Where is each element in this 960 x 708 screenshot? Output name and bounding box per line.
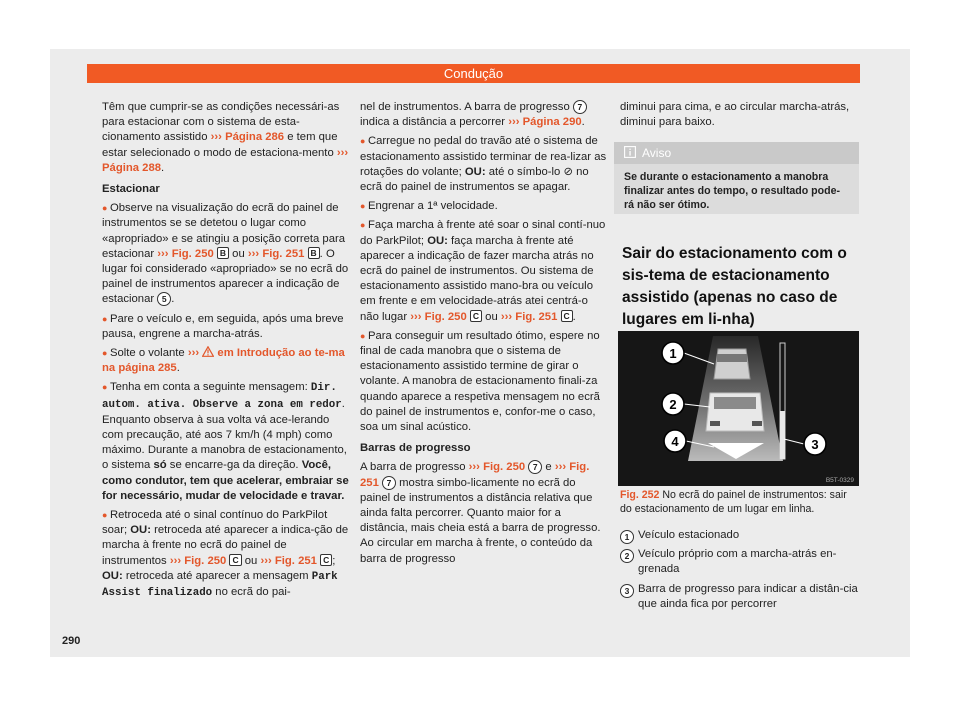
figure-link[interactable]: ››› Fig. 251 bbox=[247, 247, 305, 260]
page-link[interactable]: ››› Página 288 bbox=[102, 146, 349, 174]
list-item: ● Tenha em conta a seguinte mensagem: Dir. autom. ativa. Observe a zona em redor. Enquanto observa à sua volta vá ace-lerando com precaução, até aos 7 km/h (4 mph) como máximo. Durante a manobra de estacionamento, o sistema só se encarre-ga da direção. Você, como condutor, tem que acelerar, embraiar se for necessário, mudar de velocidade e travar. bbox=[102, 380, 350, 504]
callout-2 bbox=[662, 393, 684, 415]
list-item: ● Solte o volante ››› em Introdução ao te-ma na página 285. bbox=[102, 346, 350, 376]
list-item: ● Faça marcha à frente até soar o sinal contí-nuo do ParkPilot; OU: faça marcha à frente até aparecer a indicação de fazer marcha atrás no ecrã do painel de instrumentos. Ou sistema de estacionamento assistido mano-bra ou veículo em frente e em velocidade-atrás atei centrá-o não lugar ››› Fig. 250 C ou ››› Fig. 251 C . bbox=[360, 218, 608, 324]
list-item: ● Para conseguir um resultado ótimo, espere no final de cada manobra que o sistema de estacionamento assistido termine de girar o volante. A manobra de estacionamento finali-za quando aparece a respetiva mensagem no ecrã do painel de instrumentos e, confor-me o caso, soa um sinal acústico. bbox=[360, 329, 608, 435]
figure-link[interactable]: ››› Fig. 251 bbox=[500, 310, 558, 323]
svg-text:1: 1 bbox=[669, 346, 677, 361]
display-message: Dir. autom. ativa. Observe a zona em redor bbox=[102, 382, 342, 411]
intro-paragraph: Têm que cumprir-se as condições necessári-as para estacionar com o sistema de esta-cionamento assistido ››› Página 286 e tem que estar selecionado o modo de estaciona-mento ››› Página 288. bbox=[102, 101, 349, 174]
paragraph: diminui para cima, e ao circular marcha-atrás, diminui para baixo. bbox=[620, 101, 850, 129]
list-item: ● Pare o veículo e, em seguida, após uma breve pausa, engrene a marcha-atrás. bbox=[102, 312, 350, 342]
steering-symbol-icon: ⊘ bbox=[563, 165, 573, 178]
section-heading: Sair do estacionamento com o sis-tema de estacionamento assistido (apenas no caso de lugares em li-nha) bbox=[622, 245, 847, 328]
callout-number: 3 bbox=[620, 584, 634, 598]
callout-number: 1 bbox=[620, 530, 634, 544]
notice-box bbox=[614, 142, 859, 214]
figure-label-box: C bbox=[470, 310, 482, 322]
figure-label-box: B bbox=[308, 247, 320, 259]
intro-link[interactable]: em Introdução ao te-ma na página 285 bbox=[102, 347, 345, 375]
display-message: Park Assist finalizado bbox=[102, 570, 338, 600]
svg-text:4: 4 bbox=[671, 434, 679, 449]
figure-252 bbox=[618, 331, 859, 486]
callout-4 bbox=[664, 430, 686, 452]
list-item: ● Engrenar a 1ª velocidade. bbox=[360, 199, 608, 214]
list-item: ● Retroceda até o sinal contínuo do ParkPilot soar; OU: retroceda até aparecer a indica-ção de marcha à frente no ecrã do painel de instrumentos ››› Fig. 250 C ou ››› Fig. 251 C ; OU: retroceda até aparecer a mensagem Park Assist finalizado no ecrã do pai- bbox=[102, 508, 350, 601]
page-link[interactable]: ››› Página 286 bbox=[210, 131, 285, 144]
chapter-header: Condução bbox=[87, 64, 860, 83]
list-item: 1 Veículo estacionado bbox=[620, 528, 860, 543]
list-item: 3 Barra de progresso para indicar a distân-cia que ainda fica por percorrer bbox=[620, 582, 860, 612]
figure-legend bbox=[620, 528, 860, 616]
figure-label-box: C bbox=[229, 554, 241, 566]
subsection-title: Barras de progresso bbox=[360, 442, 471, 455]
figure-code: B5T-0329 bbox=[825, 477, 854, 484]
figure-caption bbox=[620, 489, 860, 516]
notice-header bbox=[614, 142, 859, 164]
warning-triangle-icon bbox=[202, 346, 214, 357]
list-item: ● Carregue no pedal do travão até o sistema de estacionamento assistido terminar de rea-lizar as rotações do volante; OU: até o símbo-lo ⊘ no ecrã do painel de instrumentos se apagar. bbox=[360, 134, 608, 195]
callout-number: 7 bbox=[382, 476, 396, 490]
column-3 bbox=[620, 100, 860, 134]
figure-link[interactable]: ››› Fig. 250 bbox=[468, 461, 526, 474]
notice-text: Se durante o estacionamento a manobra finalizar antes do tempo, o resultado pode-rá não ser ótimo. bbox=[624, 171, 841, 211]
page-link[interactable]: ››› Página 290 bbox=[508, 116, 582, 129]
svg-text:3: 3 bbox=[811, 437, 819, 452]
figure-link[interactable]: ››› Fig. 251 bbox=[260, 554, 317, 567]
caption-text: No ecrã do painel de instrumentos: sair do estacionamento de um lugar em linha. bbox=[620, 489, 847, 515]
figure-link[interactable]: ››› Fig. 251 bbox=[360, 461, 590, 489]
callout-number: 5 bbox=[157, 292, 171, 306]
column-1 bbox=[102, 100, 350, 605]
figure-label-box: C bbox=[561, 310, 573, 322]
figure-label-box: B bbox=[217, 247, 229, 259]
figure-link[interactable]: ››› Fig. 250 bbox=[157, 247, 214, 260]
page-number: 290 bbox=[62, 635, 81, 647]
figure-link[interactable]: ››› Fig. 250 bbox=[410, 310, 467, 323]
paragraph: nel de instrumentos. A barra de progresso 7 indica a distância a percorrer ››› Página 290. bbox=[360, 100, 608, 130]
parking-illustration bbox=[618, 331, 859, 486]
column-2 bbox=[360, 100, 608, 571]
list-item: 2 Veículo próprio com a marcha-atrás en-grenada bbox=[620, 547, 860, 577]
notice-title: Aviso bbox=[642, 146, 672, 160]
callout-3 bbox=[804, 433, 826, 455]
callout-1 bbox=[662, 342, 684, 364]
info-icon bbox=[624, 146, 636, 158]
list-item: ● Observe na visualização do ecrã do painel de instrumentos se se detetou o lugar como «apropriado» e se atingiu a posição correta para estacionar ››› Fig. 250 B ou ››› Fig. 251 B . O lugar foi considerado «apropriado» se no ecrã do painel de instrumentos aparecer a indicação de estacionar 5 . bbox=[102, 201, 350, 307]
paragraph: A barra de progresso ››› Fig. 250 7 e ››› Fig. 251 7 mostra simbo-licamente no ecrã do painel de instrumentos a distância relativa que ainda falta percorrer. Quanto maior for a distância, mais cheia está a barra de progresso. Ao circular em marcha à frente, o conteúdo da barra de progresso bbox=[360, 461, 601, 565]
svg-text:2: 2 bbox=[669, 397, 677, 412]
callout-number: 7 bbox=[528, 460, 542, 474]
section-title: Estacionar bbox=[102, 183, 160, 196]
caption-ref: Fig. 252 bbox=[620, 489, 660, 501]
callout-number: 2 bbox=[620, 549, 634, 563]
callout-number: 7 bbox=[573, 100, 587, 114]
figure-link[interactable]: ››› Fig. 250 bbox=[169, 554, 227, 567]
figure-label-box: C bbox=[320, 554, 332, 566]
